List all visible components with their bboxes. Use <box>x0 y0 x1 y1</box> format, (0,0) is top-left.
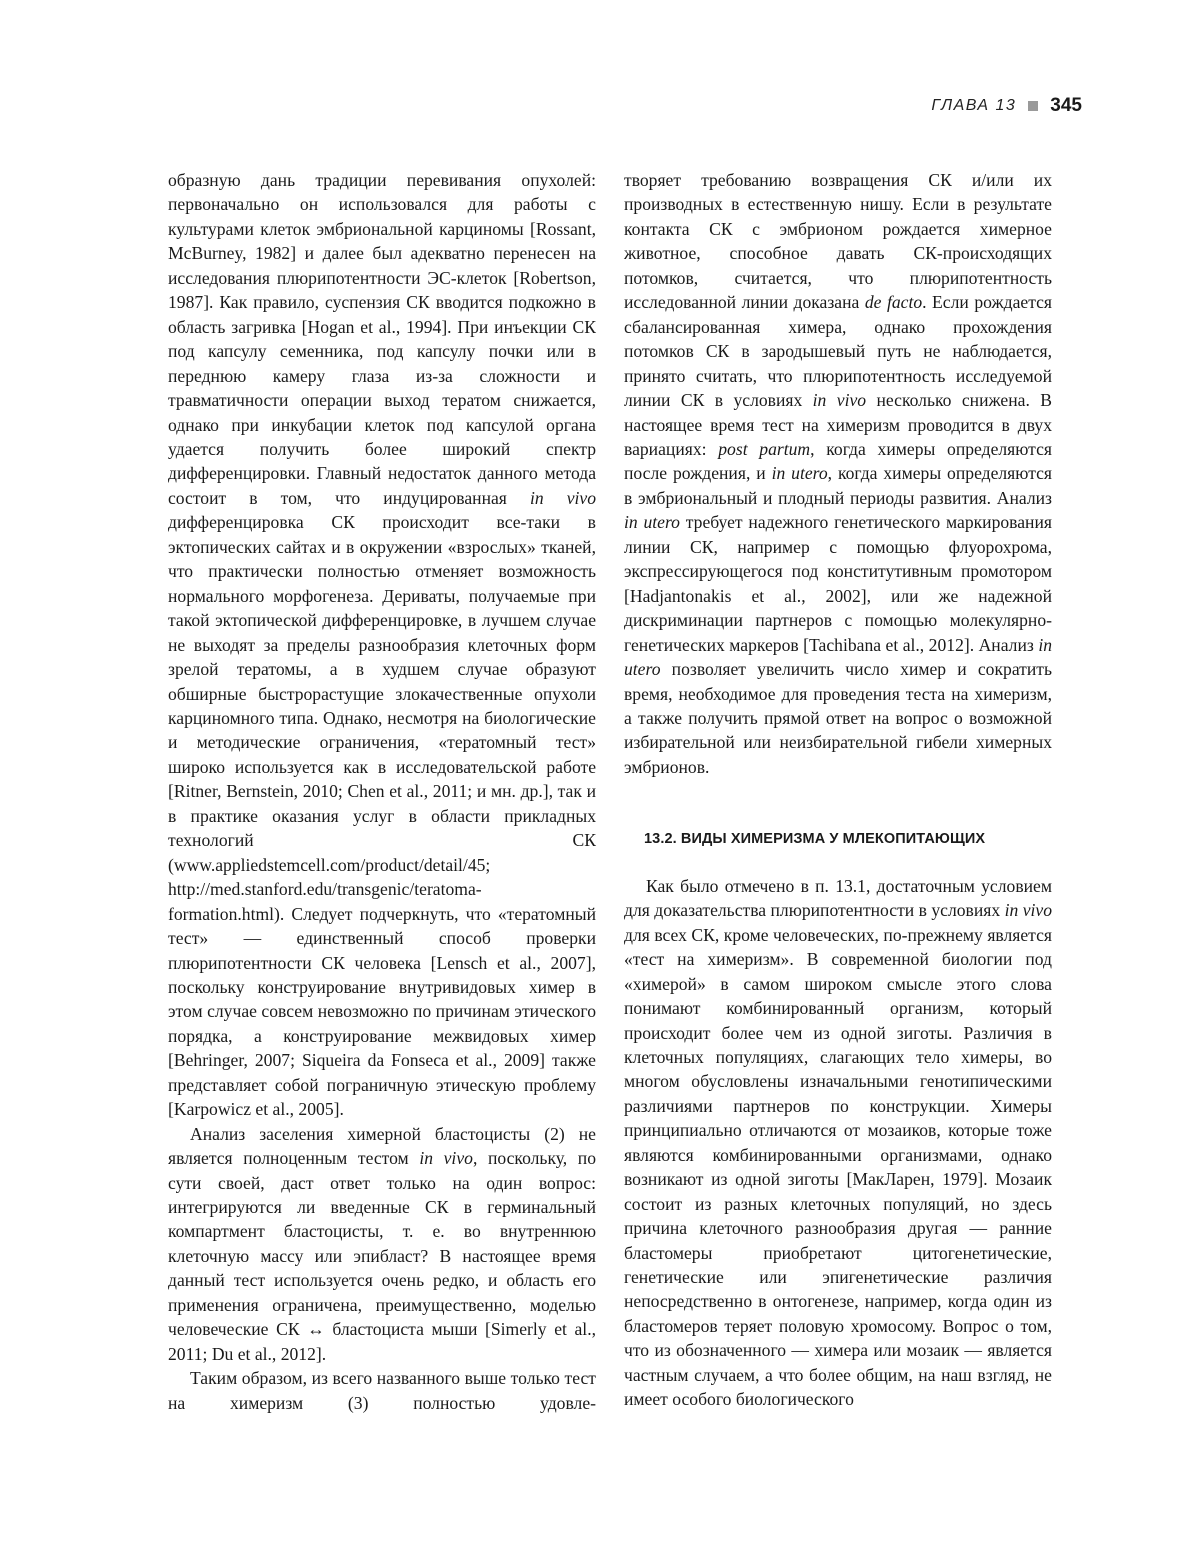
square-bullet-icon <box>1028 101 1038 111</box>
left-paragraph-3: Таким образом, из всего названного выше только тест на химеризм (3) полностью удовле- <box>168 1368 596 1413</box>
right-column <box>624 168 1052 1412</box>
left-paragraph-2: Анализ заселения химерной бластоцисты (2) не является полноценным тестом in vivo, поскольку, по сути своей, даст ответ только на один вопрос: интегрируются ли введенные СК в герминальный компартмент бластоцисты, т. е. во внутреннюю клеточную массу или эпибласт? В настоящее время данный тест используется очень редко, и область его применения ограничена, преимущественно, моделью человеческие СК ↔ бластоциста мыши [Simerly et al., 2011; Du et al., 2012]. <box>168 1123 597 1364</box>
running-header <box>931 94 1082 118</box>
chapter-label: ГЛАВА 13 <box>931 97 1017 114</box>
right-paragraph-1: творяет требованию возвращения СК и/или их производных в естественную нишу. Если в результате контакта СК с эмбрионом рождается химерное животное, способное давать СК-происходящих потомков, считается, что плюрипотентность исследованной линии доказана de facto. Если рождается сбалансированная химера, однако прохождения потомков СК в зародышевый путь не наблюдается, принято считать, что плюрипотентность исследуемой линии СК в условиях in vivo несколько снижена. В настоящее время тест на химеризм проводится в двух вариациях: post partum, когда химеры определяются после рождения, и in utero, когда химеры определяются в эмбриональный и плодный периоды развития. Анализ in utero требует надежного генетического маркирования линии СК, например с помощью флуорохрома, экспрессирующегося под конститутивным промотором [Hadjantonakis et al., 2002], или же надежной дискриминации партнеров с помощью молекулярно-генетических маркеров [Tachibana et al., 2012]. Анализ in utero позволяет увеличить число химер и сократить время, необходимое для проведения теста на химеризм, а также получить прямой ответ на вопрос о возможной избирательной или неизбирательной гибели химерных эмбрионов. <box>624 170 1053 777</box>
left-column <box>168 168 596 1415</box>
left-paragraph-1: образную дань традиции перевивания опухолей: первоначально он использовался для работы с культурами клеток эмбриональной карциномы [Rossant, McBurney, 1982] и далее был адекватно перенесен на исследования плюрипотентности ЭС-клеток [Robertson, 1987]. Как правило, суспензия СК вводится подкожно в область загривка [Hogan et al., 1994]. При инъекции СК под капсулу семенника, под капсулу почки или в переднюю камеру глаза из-за сложности и травматичности операции выход тератом снижается, однако при инкубации клеток под капсулой органа удается получить более широкий спектр дифференцировки. Главный недостаток данного метода состоит в том, что индуцированная in vivo дифференцировка СК происходит все-таки в эктопических сайтах и в окружении «взрослых» тканей, что практически полностью отменяет возможность нормального морфогенеза. Дериваты, получаемые при такой эктопической дифференцировке, в лучшем случае не выходят за пределы разнообразия клеточных форм зрелой тератомы, а в худшем случае образуют обширные быстрорастущие злокачественные опухоли карциномного типа. Однако, несмотря на биологические и методические ограничения, «тератомный тест» широко используется как в исследовательской работе [Ritner, Bernstein, 2010; Chen et al., 2011; и мн. др.], так и в практике оказания услуг в области прикладных технологий СК (www.appliedstemcell.com/product/detail/45; http://med.stanford.edu/transgenic/teratoma-formation.html). Следует подчеркнуть, что «тератомный тест» — единственный способ проверки плюрипотентности СК человека [Lensch et al., 2007], поскольку конструирование внутривидовых химер в этом случае совсем невозможно по причинам этического порядка, а конструирование межвидовых химер [Behringer, 2007; Siqueira da Fonseca et al., 2009] также представляет собой пограничную этическую проблему [Karpowicz et al., 2005]. <box>168 170 596 1120</box>
section-heading: 13.2. ВИДЫ ХИМЕРИЗМА У МЛЕКОПИТАЮЩИХ <box>644 831 986 848</box>
right-paragraph-2: Как было отмечено в п. 13.1, достаточным условием для доказательства плюрипотентности в условиях in vivo для всех СК, кроме человеческих, по-прежнему является «тест на химеризм». В современной биологии под «химерой» в самом широком смысле этого слова понимают комбинированный организм, который происходит более чем из одной зиготы. Различия в клеточных популяциях, слагающих тело химеры, во многом обусловлены изначальными генотипическими различиями партнеров по конструкции. Химеры принципиально отличаются от мозаиков, которые тоже являются комбинированными организмами, однако возникают из одной зиготы [МакЛарен, 1979]. Мозаик состоит из разных клеточных популяций, но здесь причина клеточного разнообразия другая — ранние бластомеры приобретают цитогенетические, генетические или эпигенетические различия непосредственно в онтогенезе, например, когда один из бластомеров теряет половую хромосому. Вопрос о том, что из обозначенного — химера или мозаик — является частным случаем, а что более общим, на наш взгляд, не имеет особого биологического <box>624 875 1052 1410</box>
page-number: 345 <box>1050 95 1082 116</box>
